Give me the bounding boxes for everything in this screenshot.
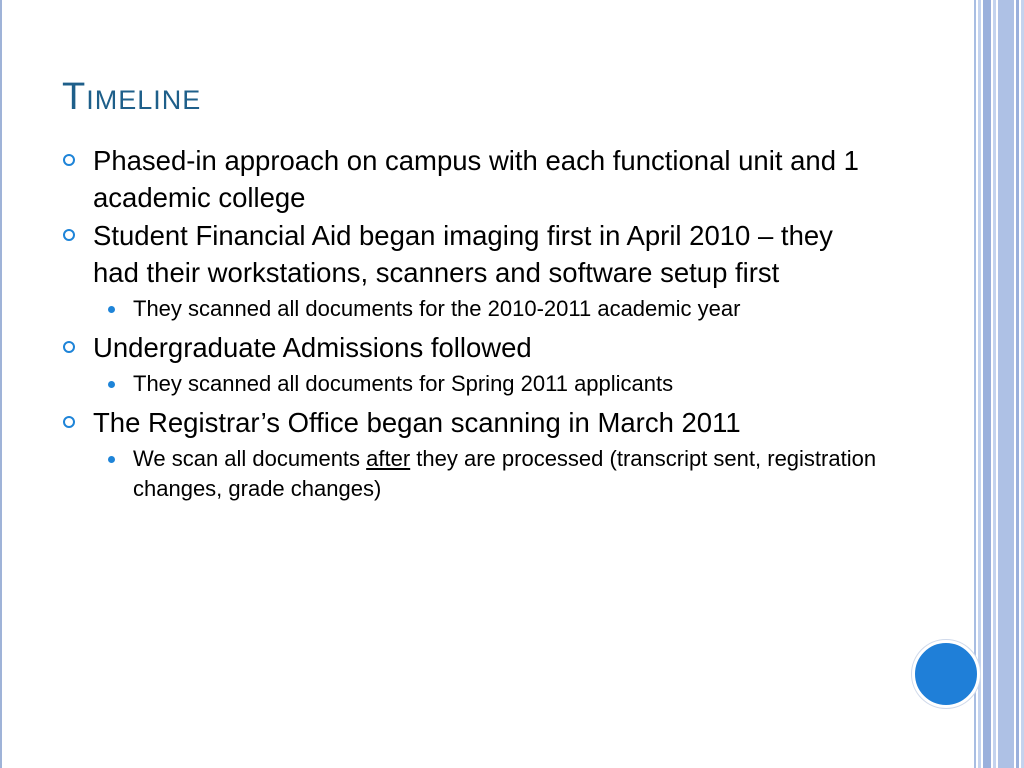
ring-bullet-icon [63,416,75,428]
sub-bullet-item [62,444,882,504]
ring-bullet-icon [63,341,75,353]
ring-bullet-icon [63,229,75,241]
sub-bullet-text-after: they are processed (transcript sent, registration changes, grade changes) [133,446,877,501]
stripe [993,0,996,768]
bullet-text: Phased-in approach on campus with each functional unit and 1 academic college [93,145,859,213]
decorative-circle [912,640,980,708]
ring-bullet-icon [63,154,75,166]
bullet-item [62,404,882,441]
bullet-item [62,329,882,366]
sub-bullet-text: They scanned all documents for the 2010-2011 academic year [133,296,741,321]
bullet-list [62,142,882,509]
sub-bullet-item [62,294,882,324]
bullet-item [62,217,882,291]
bullet-text: Undergraduate Admissions followed [93,332,532,363]
stripe [978,0,981,768]
left-border-line [0,0,2,768]
dot-bullet-icon [108,456,115,463]
right-decorative-stripes [974,0,1024,768]
slide-title: Timeline [62,76,202,118]
bullet-text: Student Financial Aid began imaging first in April 2010 – they had their workstations, scanners and software setup first [93,220,833,288]
stripe [974,0,976,768]
bullet-item [62,142,882,216]
underlined-word: after [366,446,411,471]
sub-bullet-item [62,369,882,399]
stripe [1016,0,1019,768]
sub-bullet-text-before: We scan all documents [133,446,367,471]
bullet-text: The Registrar’s Office began scanning in March 2011 [93,407,741,438]
stripe [983,0,991,768]
sub-bullet-text: They scanned all documents for Spring 2011 applicants [133,371,674,396]
dot-bullet-icon [108,381,115,388]
dot-bullet-icon [108,306,115,313]
stripe [998,0,1014,768]
